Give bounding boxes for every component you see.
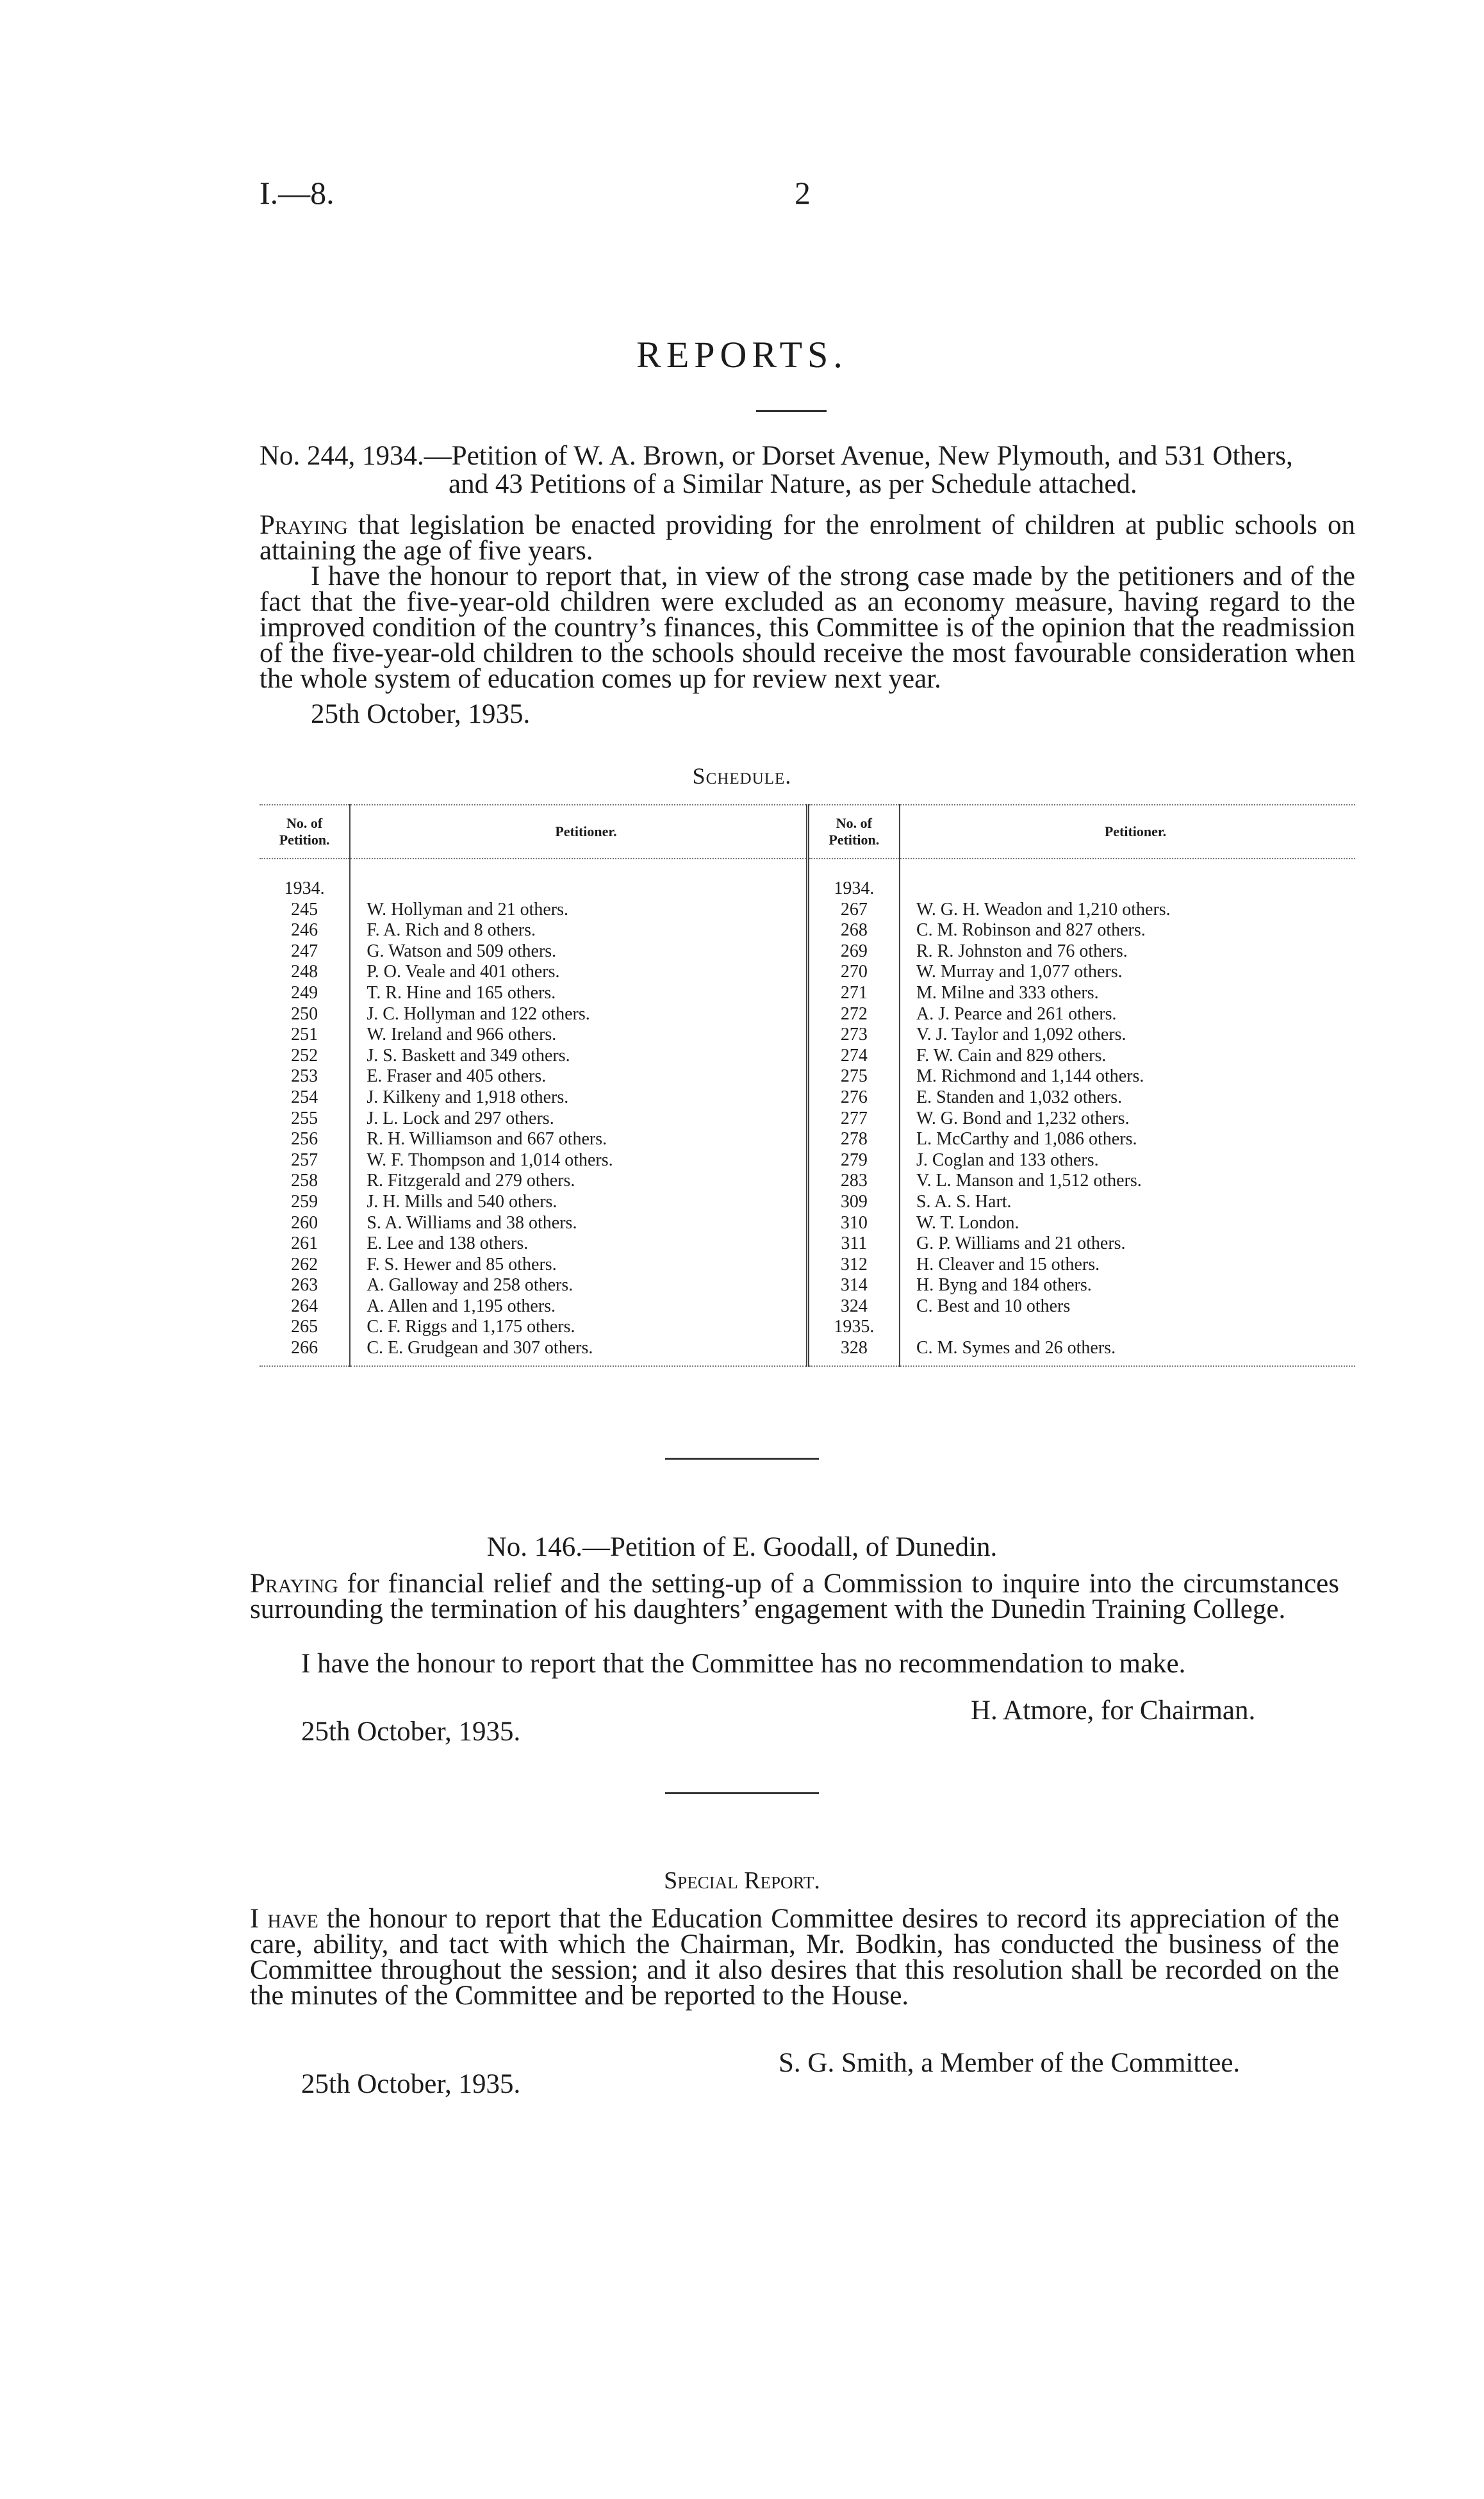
report2-heading: No. 146.—Petition of E. Goodall, of Dunedin. <box>486 1532 998 1562</box>
left-names: W. Hollyman and 21 others. F. A. Rich and 8 others. G. Watson and 509 others. P. O. Veale and 401 others. T. R. Hine and 165 others. J. C. Hollyman and 122 others. W. Ireland and 966 others. J. S. Baskett and 349 others. E. Fraser and 405 others. J. Kilkeny and 1,918 others. J. L. Lock and 297 others. R. H. Williamson and 667 others. W. F. Thompson and 1,014 others. R. Fitzgerald and 279 others. J. H. Mills and 540 others. S. A. Williams and 38 others. E. Lee and 138 others. F. S. Hewer and 85 others. A. Galloway and 258 others. A. Allen and 1,195 others. C. F. Riggs and 1,175 others. C. E. Grudgean and 307 others. <box>350 859 807 1366</box>
left-numbers: 1934. 245 246 247 248 249 250 251 252 253 254 255 256 257 258 259 260 261 262 263 264 265 266 <box>260 859 350 1366</box>
report1-praying <box>260 510 1355 566</box>
special-report-body <box>250 1906 1339 2009</box>
col-petitioner-left: Petitioner. <box>350 805 807 859</box>
special-text: the honour to report that the Education Committee desires to record its appreciation of the care, ability, and tact with which the Chairman, Mr. Bodkin, has conducted the business of the Committee throughout the session; and it also desires that this resolution shall be recorded on the the minutes of the Committee and be reported to the House. <box>250 1904 1339 2011</box>
report1-heading-line2: and 43 Petitions of a Similar Nature, as per Schedule attached. <box>449 469 1137 499</box>
divider <box>756 410 827 412</box>
schedule-title: Schedule. <box>692 763 792 789</box>
special-report-title: Special Report. <box>664 1867 820 1894</box>
document-series: I.—8. <box>260 175 334 211</box>
table-row <box>260 859 1355 1366</box>
report1-heading-line1: No. 244, 1934.—Petition of W. A. Brown, or Dorset Avenue, New Plymouth, and 531 Others, <box>260 441 1293 471</box>
col-petitioner-right: Petitioner. <box>900 805 1355 859</box>
report2-signature: H. Atmore, for Chairman. <box>971 1695 1256 1726</box>
praying-word: Praying <box>260 510 348 540</box>
schedule-table <box>260 804 1355 1367</box>
col-no-right: No. of Petition. <box>807 805 900 859</box>
report2-praying <box>250 1571 1339 1622</box>
report1-date: 25th October, 1935. <box>311 699 531 729</box>
report2-date: 25th October, 1935. <box>301 1717 521 1747</box>
praying-text: for financial relief and the setting-up of a Commission to inquire into the circumstances surrounding the termination of his daughters’ engagement with the Dunedin Training College. <box>250 1569 1339 1624</box>
special-lead: I have <box>250 1904 318 1934</box>
divider <box>665 1792 819 1794</box>
special-date: 25th October, 1935. <box>301 2069 521 2099</box>
special-signature: S. G. Smith, a Member of the Committee. <box>779 2048 1241 2078</box>
page-title: REPORTS. <box>636 334 848 375</box>
report2-body: I have the honour to report that the Committee has no recommendation to make. <box>301 1649 1186 1679</box>
divider <box>665 1458 819 1460</box>
praying-word: Praying <box>250 1569 338 1599</box>
report1-body: I have the honour to report that, in view of the strong case made by the petitioners and of the fact that the five-year-old children were excluded as an economy measure, having regard to the improved condition of the country’s finances, this Committee is of the opinion that the readmission of the five-year-old children to the schools should receive the most favourable consideration when the whole system of education comes up for review next year. <box>260 561 1355 694</box>
right-numbers: 1934. 267 268 269 270 271 272 273 274 275 276 277 278 279 283 309 310 311 312 314 324 1935. 328 <box>807 859 900 1366</box>
page-number: 2 <box>795 175 811 211</box>
praying-text: that legislation be enacted providing for the enrolment of children at public schools on attaining the age of five years. <box>260 510 1355 566</box>
right-names: W. G. H. Weadon and 1,210 others. C. M. Robinson and 827 others. R. R. Johnston and 76 others. W. Murray and 1,077 others. M. Milne and 333 others. A. J. Pearce and 261 others. V. J. Taylor and 1,092 others. F. W. Cain and 829 others. M. Richmond and 1,144 others. E. Standen and 1,032 others. W. G. Bond and 1,232 others. L. McCarthy and 1,086 others. J. Coglan and 133 others. V. L. Manson and 1,512 others. S. A. S. Hart. W. T. London. G. P. Williams and 21 others. H. Cleaver and 15 others. H. Byng and 184 others. C. Best and 10 others C. M. Symes and 26 others. <box>900 859 1355 1366</box>
col-no-left: No. of Petition. <box>260 805 350 859</box>
